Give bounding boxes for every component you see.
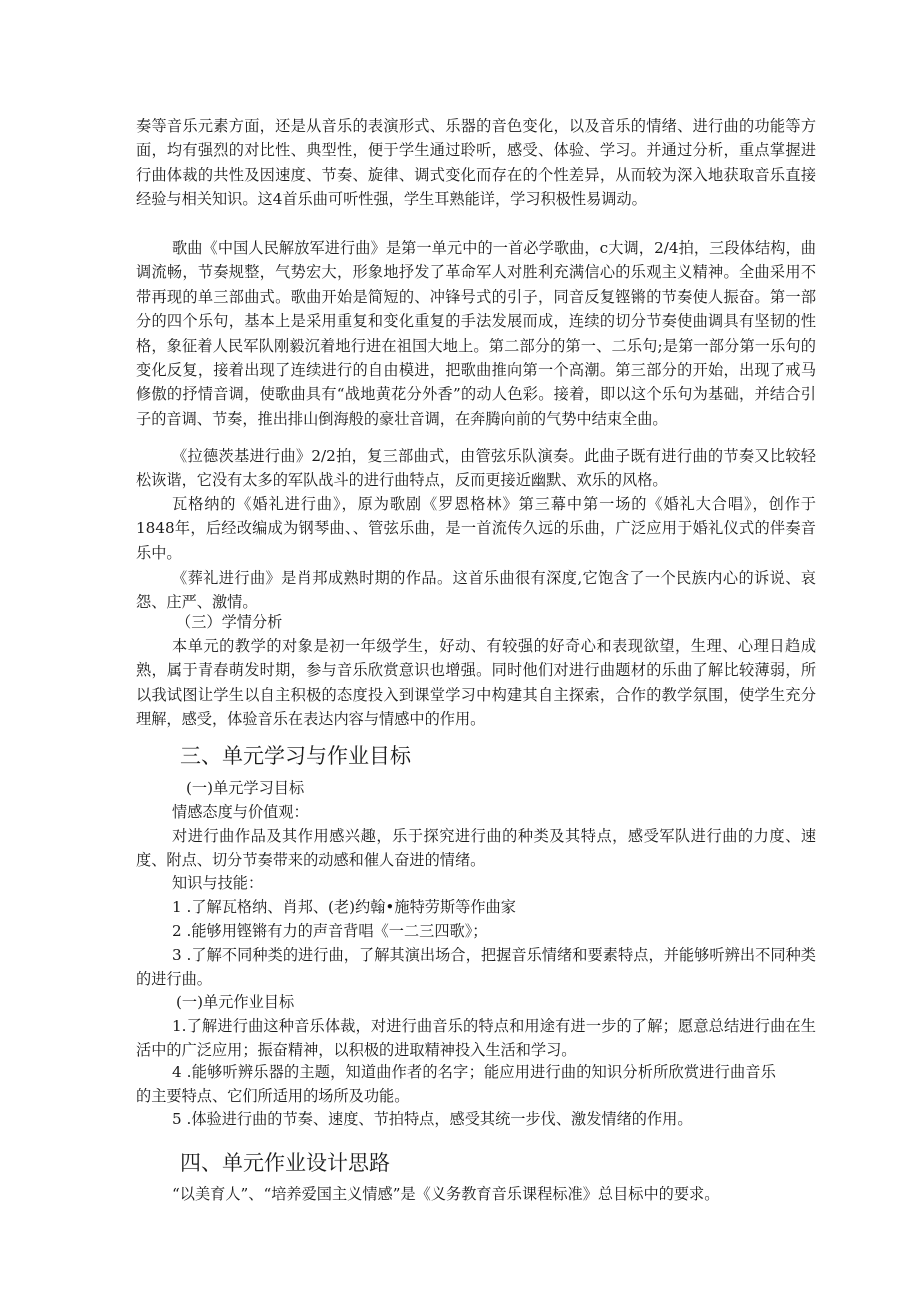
label-knowledge-skills: 知识与技能： <box>172 874 264 892</box>
subheading-learning-goals: (一)单元学习目标 <box>186 779 305 797</box>
subheading-learner-analysis: （三）学情分析 <box>176 613 283 631</box>
paragraph-wedding-march: 瓦格纳的《婚礼进行曲》，原为歌剧《罗恩格林》第三幕中第一场的《婚礼大合唱》，创作于1848年，后经改编成为钢琴曲、、管弦乐曲，是一首流传久远的乐曲，广泛应用于婚礼仪式的伴奏音乐中。 <box>136 495 816 562</box>
subheading-homework-goals: (一)单元作业目标 <box>176 993 295 1011</box>
paragraph-learner-analysis: 本单元的教学的对象是初一年级学生，好动、有较强的好奇心和表现欲望，生理、心理日趋成熟，属于青春萌发时期，参与音乐欣赏意识也增强。同时他们对进行曲题材的乐曲了解比较薄弱，所以我试图让学生以自主积极的态度投入到课堂学习中构建其自主探索，合作的教学氛围，使学生充分理解，感受，体验音乐在表达内容与情感中的作用。 <box>136 637 816 729</box>
homework-goal-4: 4 .能够听辨乐器的主题，知道曲作者的名字；能应用进行曲的知识分析所欣赏进行曲音乐的主要特点、它们所适用的场所及功能。 <box>136 1063 776 1106</box>
skill-item-3: 3 .了解不同种类的进行曲，了解其演出场合，把握音乐情绪和要素特点，并能够听辨出不同种类的进行曲。 <box>136 946 816 989</box>
paragraph-funeral-march: 《葬礼进行曲》是肖邦成熟时期的作品。这首乐曲很有深度,它饱含了一个民族内心的诉说、哀怨、庄严、激情。 <box>136 569 816 612</box>
section-heading-design: 四、单元作业设计思路 <box>180 1151 390 1175</box>
paragraph-radetzky-march: 《拉德茨基进行曲》2/2拍，复三部曲式，由管弦乐队演奏。此曲子既有进行曲的节奏又比较轻松诙谐，它没有太多的军队战斗的进行曲特点，反而更接近幽默、欢乐的风格。 <box>136 447 816 490</box>
paragraph-pla-march: 歌曲《中国人民解放军进行曲》是第一单元中的一首必学歌曲，c大调，2/4拍，三段体结构，曲调流畅，节奏规整，气势宏大，形象地抒发了革命军人对胜利充满信心的乐观主义精神。全曲采用不带再现的单三部曲式。歌曲开始是简短的、冲锋号式的引子，同音反复铿锵的节奏使人振奋。第一部分的四个乐句，基本上是采用重复和变化重复的手法发展而成，连续的切分节奏使曲调具有坚韧的性格，象征着人民军队刚毅沉着地行进在祖国大地上。第二部分的第一、二乐句;是第一部分第一乐句的变化反复，接着出现了连续进行的自由模进，把歌曲推向第一个高潮。第三部分的开始，出现了戒马修傲的抒情音调，使歌曲具有“战地黄花分外香”的动人色彩。接着，即以这个乐句为基础，并结合引子的音调、节奏，推出排山倒海般的豪壮音调，在奔腾向前的气势中结束全曲。 <box>136 239 816 428</box>
homework-goal-5: 5 .体验进行曲的节奏、速度、节拍特点，感受其统一步伐、激发情绪的作用。 <box>172 1110 693 1128</box>
paragraph-music-elements: 奏等音乐元素方面，还是从音乐的表演形式、乐器的音色变化，以及音乐的情绪、进行曲的功能等方面，均有强烈的对比性、典型性，便于学生通过聆听，感受、体验、学习。并通过分析，重点掌握进行曲体裁的共性及因速度、节奏、旋律、调式变化而存在的个性差异，从而较为深入地获取音乐直接经验与相关知识。这4首乐曲可听性强，学生耳熟能详，学习积极性易调动。 <box>136 117 816 209</box>
paragraph-emotion-goal: 对进行曲作品及其作用感兴趣，乐于探究进行曲的种类及其特点，感受军队进行曲的力度、速度、附点、切分节奏带来的动感和催人奋进的情绪。 <box>136 827 816 870</box>
homework-goal-1: 1.了解进行曲这种音乐体裁，对进行曲音乐的特点和用途有进一步的了解；愿意总结进行曲在生活中的广泛应用；振奋精神，以积极的进取精神投入生活和学习。 <box>136 1017 816 1060</box>
label-emotion-attitude: 情感态度与价值观： <box>172 803 309 821</box>
section-heading-goals: 三、单元学习与作业目标 <box>180 744 411 768</box>
skill-item-2: 2 .能够用铿锵有力的声音背唱《一二三四歌》； <box>172 922 488 940</box>
paragraph-design-intro: “以美育人”、“培养爱国主义情感”是《义务教育音乐课程标准》总目标中的要求。 <box>172 1185 720 1203</box>
skill-item-1: 1 .了解瓦格纳、肖邦、(老)约翰•施特劳斯等作曲家 <box>172 898 516 916</box>
